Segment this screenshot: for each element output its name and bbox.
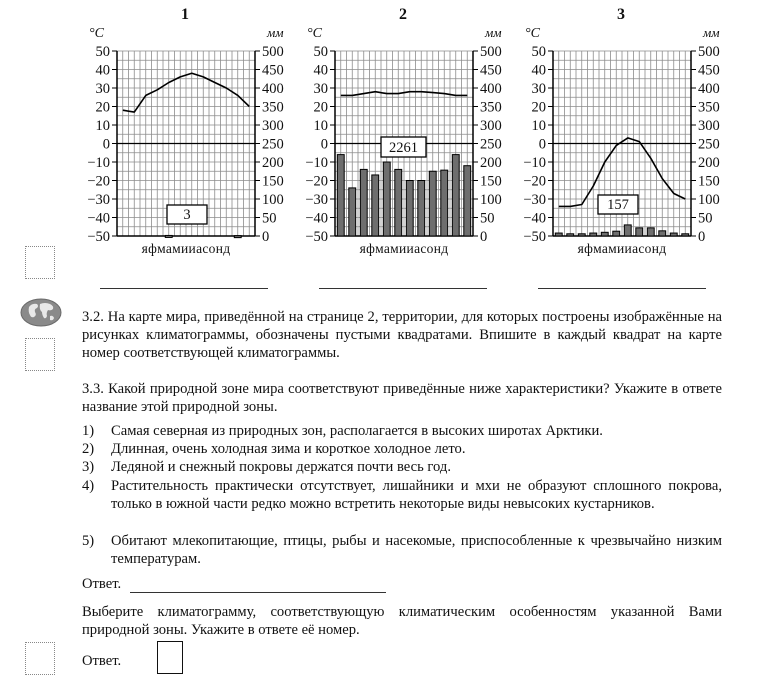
temp-tick-label: 30 — [95, 81, 110, 97]
temp-tick-label: 30 — [531, 81, 546, 97]
precip-tick-label: 50 — [480, 210, 495, 227]
precip-bar — [383, 162, 390, 236]
precip-bar — [360, 169, 367, 236]
temp-unit-label: °C — [525, 26, 540, 41]
item-text: Длинная, очень холодная зима и короткое холодное лето. — [111, 441, 466, 457]
item-number: 4) — [82, 478, 95, 494]
precip-bar — [464, 166, 471, 236]
item-text: Растительность практически отсутствует, лишайники и мхи не образуют сплошного покрова, только в южной части редко можно встретить некоторые виды невысоких кустарников. — [111, 478, 722, 512]
temp-tick-label: 40 — [531, 62, 546, 79]
temp-tick-label: 0 — [320, 136, 328, 153]
precip-tick-label: 500 — [698, 44, 720, 60]
precip-tick-label: 400 — [698, 81, 720, 97]
precip-tick-label: 350 — [262, 99, 284, 116]
precip-tick-label: 0 — [480, 229, 488, 245]
chart-2-title: 2 — [399, 6, 407, 23]
precip-tick-label: 400 — [480, 81, 502, 97]
precip-tick-label: 250 — [698, 136, 720, 153]
total-precip-value: 3 — [183, 207, 191, 223]
precip-bar — [613, 231, 620, 236]
precip-bar — [555, 233, 562, 236]
precip-tick-label: 50 — [262, 210, 277, 227]
task-3-3-question: 3.3. Какой природной зоне мира соответствуют приведённые ниже характеристики? Укажите в ответе название этой природной зоны. — [82, 381, 722, 415]
temp-tick-label: −10 — [305, 155, 328, 171]
temp-tick-label: −20 — [523, 173, 546, 190]
temp-tick-label: 20 — [313, 99, 328, 116]
temp-tick-label: 50 — [531, 44, 546, 60]
margin-score-box-1[interactable] — [25, 246, 55, 279]
margin-score-box-2[interactable] — [25, 338, 55, 371]
total-precip-value: 157 — [607, 197, 629, 213]
precip-tick-label: 250 — [480, 136, 502, 153]
temp-tick-label: −50 — [305, 229, 328, 245]
task-3-2-text: 3.2. На карте мира, приведённой на странице 2, территории, для которых построены изображённые на рисунках климатограммы, обозначены пустыми квадратами. Впишите в каждый квадрат на карте номер соответствующей климатограммы. — [82, 309, 722, 361]
item-text: Самая северная из природных зон, располагается в высоких широтах Арктики. — [111, 423, 603, 439]
precip-tick-label: 100 — [480, 192, 502, 208]
precip-bar — [452, 155, 459, 236]
answer2-label: Ответ. — [82, 653, 122, 669]
precip-tick-label: 100 — [698, 192, 720, 208]
precip-bar — [636, 228, 643, 236]
temp-unit-label: °C — [307, 26, 322, 41]
precip-tick-label: 150 — [262, 173, 284, 190]
temp-tick-label: 20 — [95, 99, 110, 116]
precip-bar — [165, 235, 172, 237]
climatogram-3 — [523, 25, 719, 256]
answer-field[interactable] — [130, 592, 386, 593]
month-labels: яфмамииасонд — [141, 241, 231, 256]
precip-tick-label: 100 — [262, 192, 284, 208]
temp-tick-label: 30 — [313, 81, 328, 97]
temp-tick-label: −40 — [87, 210, 110, 227]
chart-3-answer-line[interactable] — [538, 288, 706, 289]
temp-tick-label: −30 — [305, 192, 328, 208]
precip-bar — [395, 169, 402, 236]
precip-tick-label: 300 — [698, 118, 720, 134]
temp-unit-label: °C — [89, 26, 104, 41]
chart-3-title: 3 — [617, 6, 625, 23]
temp-tick-label: −40 — [523, 210, 546, 227]
chart-1-answer-line[interactable] — [100, 288, 268, 289]
climatogram-1 — [87, 25, 283, 256]
item-number: 3) — [82, 459, 95, 475]
precip-tick-label: 150 — [698, 173, 720, 190]
precip-bar — [590, 233, 597, 236]
precip-tick-label: 500 — [262, 44, 284, 60]
precip-bar — [578, 234, 585, 236]
temp-tick-label: −50 — [87, 229, 110, 245]
precip-tick-label: 250 — [262, 136, 284, 153]
chart-2-answer-line[interactable] — [319, 288, 487, 289]
temp-tick-label: −10 — [523, 155, 546, 171]
precip-tick-label: 200 — [262, 155, 284, 171]
temp-tick-label: −30 — [87, 192, 110, 208]
temp-tick-label: −30 — [523, 192, 546, 208]
precip-tick-label: 200 — [480, 155, 502, 171]
precip-tick-label: 350 — [480, 99, 502, 116]
month-labels: яфмамииасонд — [577, 241, 667, 256]
answer-label: Ответ. — [82, 576, 122, 592]
precip-tick-label: 450 — [698, 62, 720, 79]
temp-tick-label: −20 — [305, 173, 328, 190]
precip-unit-label: мм — [267, 25, 284, 40]
precip-tick-label: 400 — [262, 81, 284, 97]
followup-instruction: Выберите климатограмму, соответствующую климатическим особенностям указанной Вами природной зоны. Укажите в ответе её номер. — [82, 604, 722, 638]
precip-tick-label: 0 — [262, 229, 270, 245]
temp-tick-label: 0 — [538, 136, 546, 153]
precip-tick-label: 350 — [698, 99, 720, 116]
temp-tick-label: 40 — [95, 62, 110, 79]
globe-icon — [20, 298, 62, 327]
precip-bar — [337, 155, 344, 236]
item-number: 1) — [82, 423, 95, 439]
precip-tick-label: 0 — [698, 229, 706, 245]
temp-tick-label: 10 — [313, 118, 328, 134]
precip-unit-label: мм — [703, 25, 720, 40]
temp-tick-label: −40 — [305, 210, 328, 227]
precip-tick-label: 300 — [262, 118, 284, 134]
precip-unit-label: мм — [485, 25, 502, 40]
item-text: Обитают млекопитающие, птицы, рыбы и насекомые, приспособленные к чрезвычайно низким температурам. — [111, 533, 722, 567]
precip-bar — [372, 175, 379, 236]
precip-bar — [441, 170, 448, 236]
temp-tick-label: 40 — [313, 62, 328, 79]
climatograms-svg — [0, 0, 784, 290]
temp-tick-label: 10 — [531, 118, 546, 134]
temp-tick-label: −10 — [87, 155, 110, 171]
precip-tick-label: 200 — [698, 155, 720, 171]
answer2-box[interactable] — [157, 641, 183, 674]
precip-bar — [682, 234, 689, 236]
precip-bar — [567, 234, 574, 236]
temp-tick-label: −50 — [523, 229, 546, 245]
precip-bar — [624, 225, 631, 236]
precip-bar — [418, 181, 425, 237]
margin-score-box-3[interactable] — [25, 642, 55, 675]
precip-tick-label: 50 — [698, 210, 713, 227]
month-labels: яфмамииасонд — [359, 241, 449, 256]
precip-bar — [349, 188, 356, 236]
precip-tick-label: 500 — [480, 44, 502, 60]
precip-bar — [659, 231, 666, 236]
temp-tick-label: 20 — [531, 99, 546, 116]
temp-tick-label: −20 — [87, 173, 110, 190]
chart-1-title: 1 — [181, 6, 189, 23]
precip-tick-label: 450 — [480, 62, 502, 79]
precip-bar — [647, 228, 654, 236]
temp-tick-label: 0 — [102, 136, 110, 153]
precip-bar — [670, 233, 677, 236]
total-precip-value: 2261 — [389, 140, 418, 156]
climatogram-2 — [305, 25, 501, 256]
precip-bar — [601, 232, 608, 236]
precip-bar — [429, 171, 436, 236]
precip-tick-label: 150 — [480, 173, 502, 190]
precip-bar — [234, 236, 241, 238]
precip-bar — [406, 181, 413, 237]
item-number: 2) — [82, 441, 95, 457]
temp-tick-label: 50 — [313, 44, 328, 60]
precip-tick-label: 300 — [480, 118, 502, 134]
temp-tick-label: 50 — [95, 44, 110, 60]
precip-tick-label: 450 — [262, 62, 284, 79]
item-text: Ледяной и снежный покровы держатся почти весь год. — [111, 459, 451, 475]
item-number: 5) — [82, 533, 95, 549]
temp-tick-label: 10 — [95, 118, 110, 134]
